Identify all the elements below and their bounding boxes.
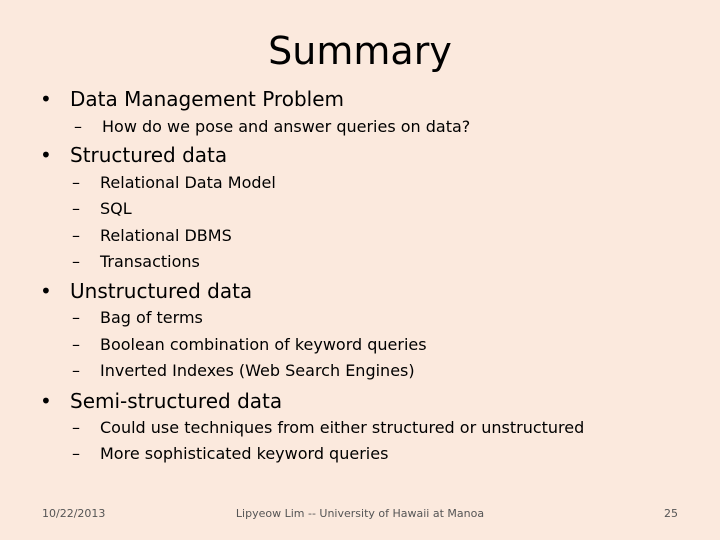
- bullet-text: Semi-structured data: [70, 389, 283, 413]
- footer-date: 10/22/2013: [42, 507, 106, 520]
- sub-item-text: How do we pose and answer queries on data?: [102, 117, 471, 136]
- bullet-data-management-problem: [40, 86, 344, 112]
- sub-item: [74, 116, 471, 138]
- dash-icon: –: [72, 418, 80, 437]
- dash-icon: –: [72, 226, 80, 245]
- sub-item: [72, 417, 585, 439]
- bullet-text: Data Management Problem: [70, 87, 344, 111]
- bullet-semi-structured-data: [40, 388, 282, 414]
- bullet-text: Structured data: [70, 143, 228, 167]
- dash-icon: –: [72, 308, 80, 327]
- sub-item: [72, 251, 200, 273]
- slide-title: Summary: [268, 29, 452, 73]
- bullet-icon: •: [40, 143, 52, 167]
- page-number: 25: [664, 507, 678, 520]
- sub-item-text: Transactions: [100, 252, 200, 271]
- sub-item-text: Could use techniques from either structured or unstructured: [100, 418, 585, 437]
- bullet-icon: •: [40, 279, 52, 303]
- sub-item: [72, 198, 132, 220]
- dash-icon: –: [72, 252, 80, 271]
- sub-item-text: Relational Data Model: [100, 173, 276, 192]
- sub-item-text: Inverted Indexes (Web Search Engines): [100, 361, 415, 380]
- sub-item: [72, 307, 203, 329]
- sub-item-text: SQL: [100, 199, 132, 218]
- bullet-icon: •: [40, 87, 52, 111]
- dash-icon: –: [72, 173, 80, 192]
- sub-item-text: Bag of terms: [100, 308, 203, 327]
- sub-item-text: Boolean combination of keyword queries: [100, 335, 427, 354]
- sub-item: [72, 172, 276, 194]
- bullet-icon: •: [40, 389, 52, 413]
- sub-item: [72, 334, 427, 356]
- sub-item-text: Relational DBMS: [100, 226, 232, 245]
- dash-icon: –: [72, 335, 80, 354]
- footer-author: Lipyeow Lim -- University of Hawaii at Manoa: [235, 507, 485, 520]
- sub-item-text: More sophisticated keyword queries: [100, 444, 389, 463]
- dash-icon: –: [72, 199, 80, 218]
- bullet-unstructured-data: [40, 278, 252, 304]
- bullet-structured-data: [40, 142, 227, 168]
- dash-icon: –: [72, 444, 80, 463]
- bullet-text: Unstructured data: [70, 279, 253, 303]
- sub-item: [72, 225, 232, 247]
- sub-item: [72, 360, 415, 382]
- sub-item: [72, 443, 389, 465]
- dash-icon: –: [74, 117, 82, 136]
- dash-icon: –: [72, 361, 80, 380]
